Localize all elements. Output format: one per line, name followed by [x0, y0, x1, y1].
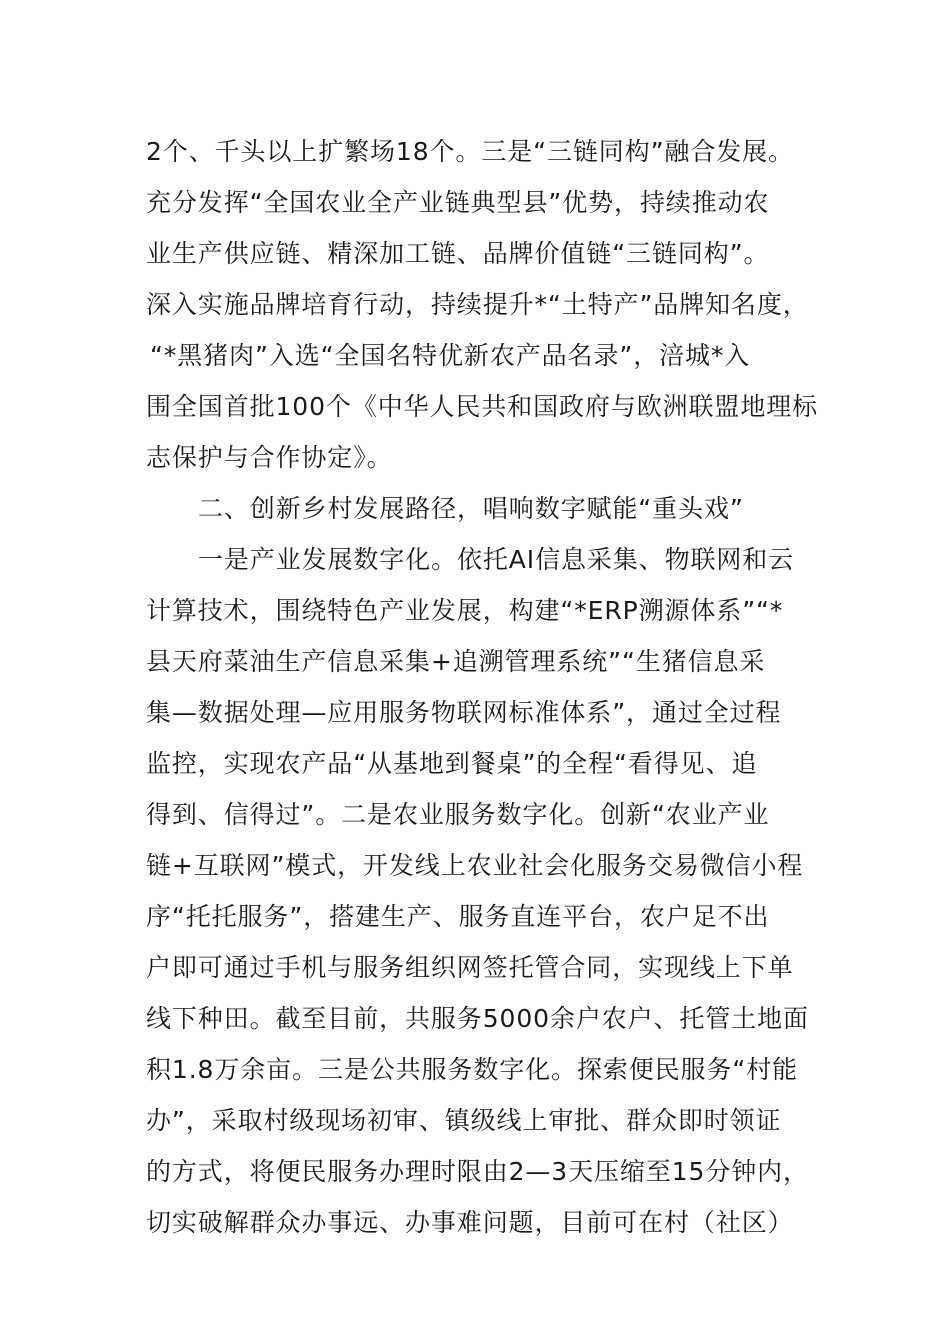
text-line: 围全国首批100个《中华人民共和国政府与欧洲联盟地理标: [146, 392, 819, 421]
text-line: 2个、千头以上扩繁场18个。三是“三链同构”融合发展。: [146, 137, 794, 166]
text-line: 县天府菜油生产信息采集+追溯管理系统”“生猪信息采: [146, 647, 766, 676]
text-line: 链+互联网”模式，开发线上农业社会化服务交易微信小程: [146, 851, 804, 880]
text-line: 切实破解群众办事远、办事难问题，目前可在村（社区）: [146, 1208, 794, 1237]
text-line: 监控，实现农产品“从基地到餐桌”的全程“看得见、追: [146, 749, 758, 778]
text-line: 一是产业发展数字化。依托AI信息采集、物联网和云: [198, 545, 795, 574]
text-line: 户即可通过手机与服务组织网签托管合同，实现线上下单: [146, 953, 794, 982]
body-text: [146, 126, 819, 1248]
text-line: 积1.8万余亩。三是公共服务数字化。探索便民服务“村能: [146, 1055, 799, 1084]
section-heading: 二、创新乡村发展路径，唱响数字赋能“重头戏”: [198, 494, 744, 523]
text-line: 序“托托服务”，搭建生产、服务直连平台，农户足不出: [146, 902, 770, 931]
text-line: 的方式，将便民服务办理时限由2—3天压缩至15分钟内，: [146, 1157, 809, 1186]
text-line: 办”，采取村级现场初审、镇级线上审批、群众即时领证: [146, 1106, 782, 1135]
text-line: 志保护与合作协定》。: [146, 443, 393, 472]
text-line: 线下种田。截至目前，共服务5000余户农户、托管土地面: [146, 1004, 809, 1033]
text-line: 深入实施品牌培育行动，持续提升*“土特产”品牌知名度，: [146, 290, 809, 319]
text-line: 得到、信得过”。二是农业服务数字化。创新“农业产业: [146, 800, 770, 829]
text-line: 计算技术，围绕特色产业发展，构建“*ERP溯源体系”“*: [146, 596, 784, 625]
text-line: 集—数据处理—应用服务物联网标准体系”，通过全过程: [146, 698, 782, 727]
text-line: 业生产供应链、精深加工链、品牌价值链“三链同构”。: [146, 239, 770, 268]
text-line: 充分发挥“全国农业全产业链典型县”优势，持续推动农: [146, 188, 770, 217]
text-line: “*黑猪肉”入选“全国名特优新农产品名录”，涪城*入: [150, 341, 751, 370]
